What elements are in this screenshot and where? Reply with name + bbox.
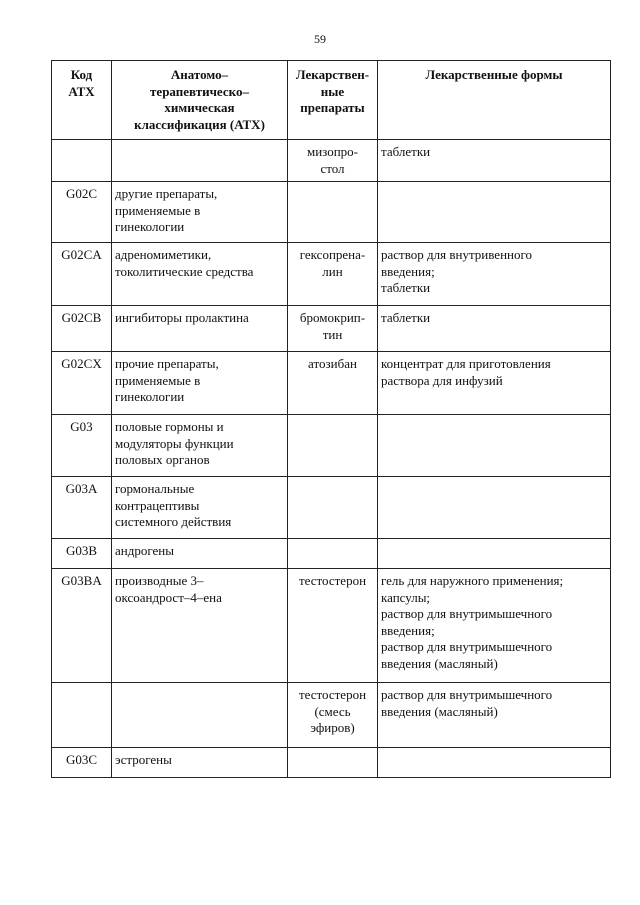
table-row — [52, 306, 611, 352]
cell-classification: эстрогены — [112, 748, 288, 778]
cell-classification: прочие препараты, применяемые в гинекологии — [112, 352, 288, 415]
cell-code: G03C — [52, 748, 112, 778]
cell-classification: производные 3– оксоандрост–4–ена — [112, 569, 288, 683]
table-row — [52, 748, 611, 778]
cell-classification: ингибиторы пролактина — [112, 306, 288, 352]
header-classification: Анатомо– терапевтическо– химическая классификация (АТХ) — [112, 61, 288, 140]
cell-code: G02CB — [52, 306, 112, 352]
cell-forms: гель для наружного применения; капсулы; раствор для внутримышечного введения; раствор для внутримышечного введения (масляный) — [378, 569, 611, 683]
table-row — [52, 539, 611, 569]
cell-drug — [288, 415, 378, 477]
header-drugs: Лекарствен- ные препараты — [288, 61, 378, 140]
cell-forms — [378, 477, 611, 539]
cell-code: G03B — [52, 539, 112, 569]
cell-classification: андрогены — [112, 539, 288, 569]
cell-drug: бромокрип- тин — [288, 306, 378, 352]
table-row — [52, 243, 611, 306]
cell-drug — [288, 182, 378, 243]
cell-classification: гормональные контрацептивы системного действия — [112, 477, 288, 539]
cell-classification: адреномиметики, токолитические средства — [112, 243, 288, 306]
cell-code: G03BA — [52, 569, 112, 683]
cell-code: G02C — [52, 182, 112, 243]
atx-table — [51, 60, 611, 778]
cell-classification — [112, 683, 288, 748]
table-row — [52, 140, 611, 182]
cell-drug: тестостерон — [288, 569, 378, 683]
cell-forms: раствор для внутримышечного введения (масляный) — [378, 683, 611, 748]
cell-forms: таблетки — [378, 140, 611, 182]
cell-classification: половые гормоны и модуляторы функции половых органов — [112, 415, 288, 477]
table-row — [52, 683, 611, 748]
table-header-row — [52, 61, 611, 140]
cell-code: G02CX — [52, 352, 112, 415]
cell-drug: атозибан — [288, 352, 378, 415]
cell-classification — [112, 140, 288, 182]
header-forms: Лекарственные формы — [378, 61, 611, 140]
cell-code: G03A — [52, 477, 112, 539]
cell-forms: концентрат для приготовления раствора для инфузий — [378, 352, 611, 415]
cell-drug — [288, 748, 378, 778]
table-row — [52, 569, 611, 683]
cell-code: G03 — [52, 415, 112, 477]
header-code: Код АТХ — [52, 61, 112, 140]
cell-forms — [378, 182, 611, 243]
cell-forms: таблетки — [378, 306, 611, 352]
cell-forms: раствор для внутривенного введения; таблетки — [378, 243, 611, 306]
cell-code: G02CA — [52, 243, 112, 306]
cell-code — [52, 683, 112, 748]
cell-forms — [378, 539, 611, 569]
cell-drug — [288, 539, 378, 569]
table-row — [52, 352, 611, 415]
cell-forms — [378, 415, 611, 477]
cell-drug: гексопрена- лин — [288, 243, 378, 306]
cell-drug: мизопро- стол — [288, 140, 378, 182]
cell-drug — [288, 477, 378, 539]
table-row — [52, 182, 611, 243]
page-number: 59 — [314, 32, 326, 46]
cell-drug: тестостерон (смесь эфиров) — [288, 683, 378, 748]
table-row — [52, 415, 611, 477]
cell-forms — [378, 748, 611, 778]
table-row — [52, 477, 611, 539]
cell-classification: другие препараты, применяемые в гинекологии — [112, 182, 288, 243]
cell-code — [52, 140, 112, 182]
